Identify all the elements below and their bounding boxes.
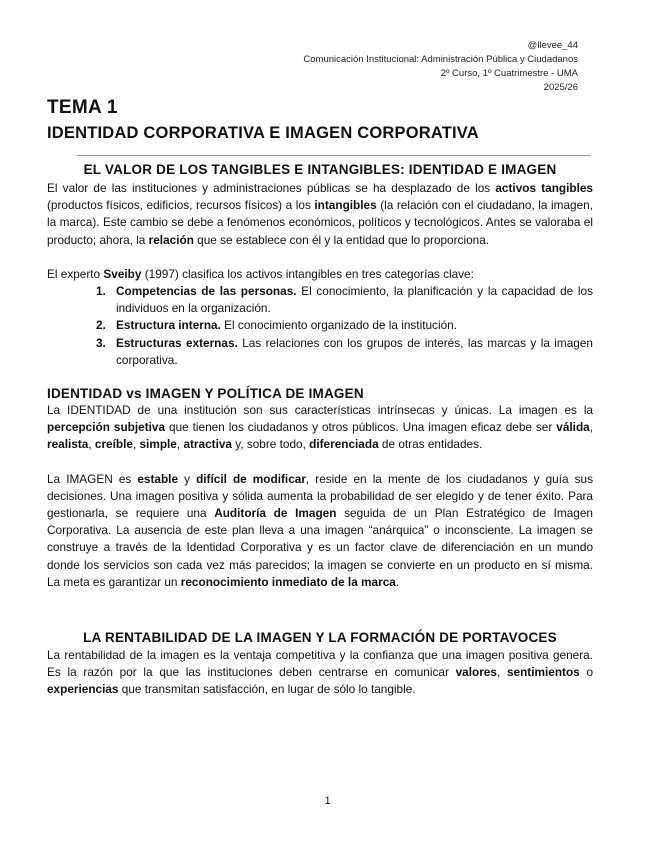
paragraph-tangibles: El valor de las instituciones y administraciones públicas se ha desplazado de los activos tangibles (productos físicos, edificios, recursos físicos) a los intangibles (la relación con el ciudadano, la imagen, la marca). Este cambio se debe a fenómenos económicos, políticos y tecnológicos. Antes se valoraba el producto; ahora, la relación que se establece con él y la entidad que lo proporciona. <box>47 181 593 247</box>
list-item: 2. Estructura interna. El conocimiento organizado de la institución. <box>96 318 457 333</box>
course-year-info: 2º Curso, 1º Cuatrimestre - UMA <box>440 68 578 79</box>
course-name: Comunicación Institucional: Administración Pública y Ciudadanos <box>303 54 578 65</box>
paragraph-identidad: La IDENTIDAD de una institución son sus características intrínsecas y únicas. La imagen es la percepción subjetiva que tienen los ciudadanos y otros públicos. Una imagen eficaz debe ser válida, realista, creíble, simple, atractiva y, sobre todo, diferenciada de otras entidades. <box>47 403 593 452</box>
title-divider <box>77 155 591 156</box>
page-number: 1 <box>324 795 331 807</box>
list-item: 1. Competencias de las personas. El conocimiento, la planificación y la capacidad de los individuos en la organización. <box>96 284 593 316</box>
document-subtitle: IDENTIDAD CORPORATIVA E IMAGEN CORPORATIVA <box>47 124 479 142</box>
section-heading-identidad: IDENTIDAD vs IMAGEN Y POLÍTICA DE IMAGEN <box>47 386 364 402</box>
document-title: TEMA 1 <box>47 97 118 118</box>
paragraph-rentabilidad: La rentabilidad de la imagen es la ventaja competitiva y la confianza que una imagen positiva genera. Es la razón por la que las instituciones deben centrarse en comunicar valores, sentimientos o experiencias que transmitan satisfacción, en lugar de sólo lo tangible. <box>47 648 594 697</box>
intangibles-list <box>47 283 593 369</box>
section-heading-tangibles: EL VALOR DE LOS TANGIBLES E INTANGIBLES: IDENTIDAD E IMAGEN <box>83 162 557 177</box>
paragraph-sveiby: El experto Sveiby (1997) clasifica los activos intangibles en tres categorías clave: <box>47 266 474 281</box>
paragraph-imagen: La IMAGEN es estable y difícil de modificar, reside en la mente de los ciudadanos y guía sus decisiones. Una imagen positiva y sólida aumenta la probabilidad de ser elegido y de tener éxito. Para gestionarla, se requiere una Auditoría de Imagen seguida de un Plan Estratégico de Imagen Corporativa. La ausencia de este plan lleva a una imagen “anárquica” o inconsciente. La imagen se construye a través de la Identidad Corporativa y es un factor clave de diferenciación en un mundo donde los servicios son cada vez más parecidos; la imagen se convierte en un producto en sí misma. La meta es garantizar un reconocimiento inmediato de la marca. <box>47 471 593 589</box>
section-heading-rentabilidad: LA RENTABILIDAD DE LA IMAGEN Y LA FORMACIÓN DE PORTAVOCES <box>83 630 557 646</box>
document-body <box>47 162 593 699</box>
page-header <box>303 39 578 95</box>
list-item: 3. Estructuras externas. Las relaciones con los grupos de interés, las marcas y la imagen corporativa. <box>96 335 593 367</box>
author-handle: @llevee_44 <box>527 40 578 51</box>
academic-year: 2025/26 <box>543 82 578 93</box>
